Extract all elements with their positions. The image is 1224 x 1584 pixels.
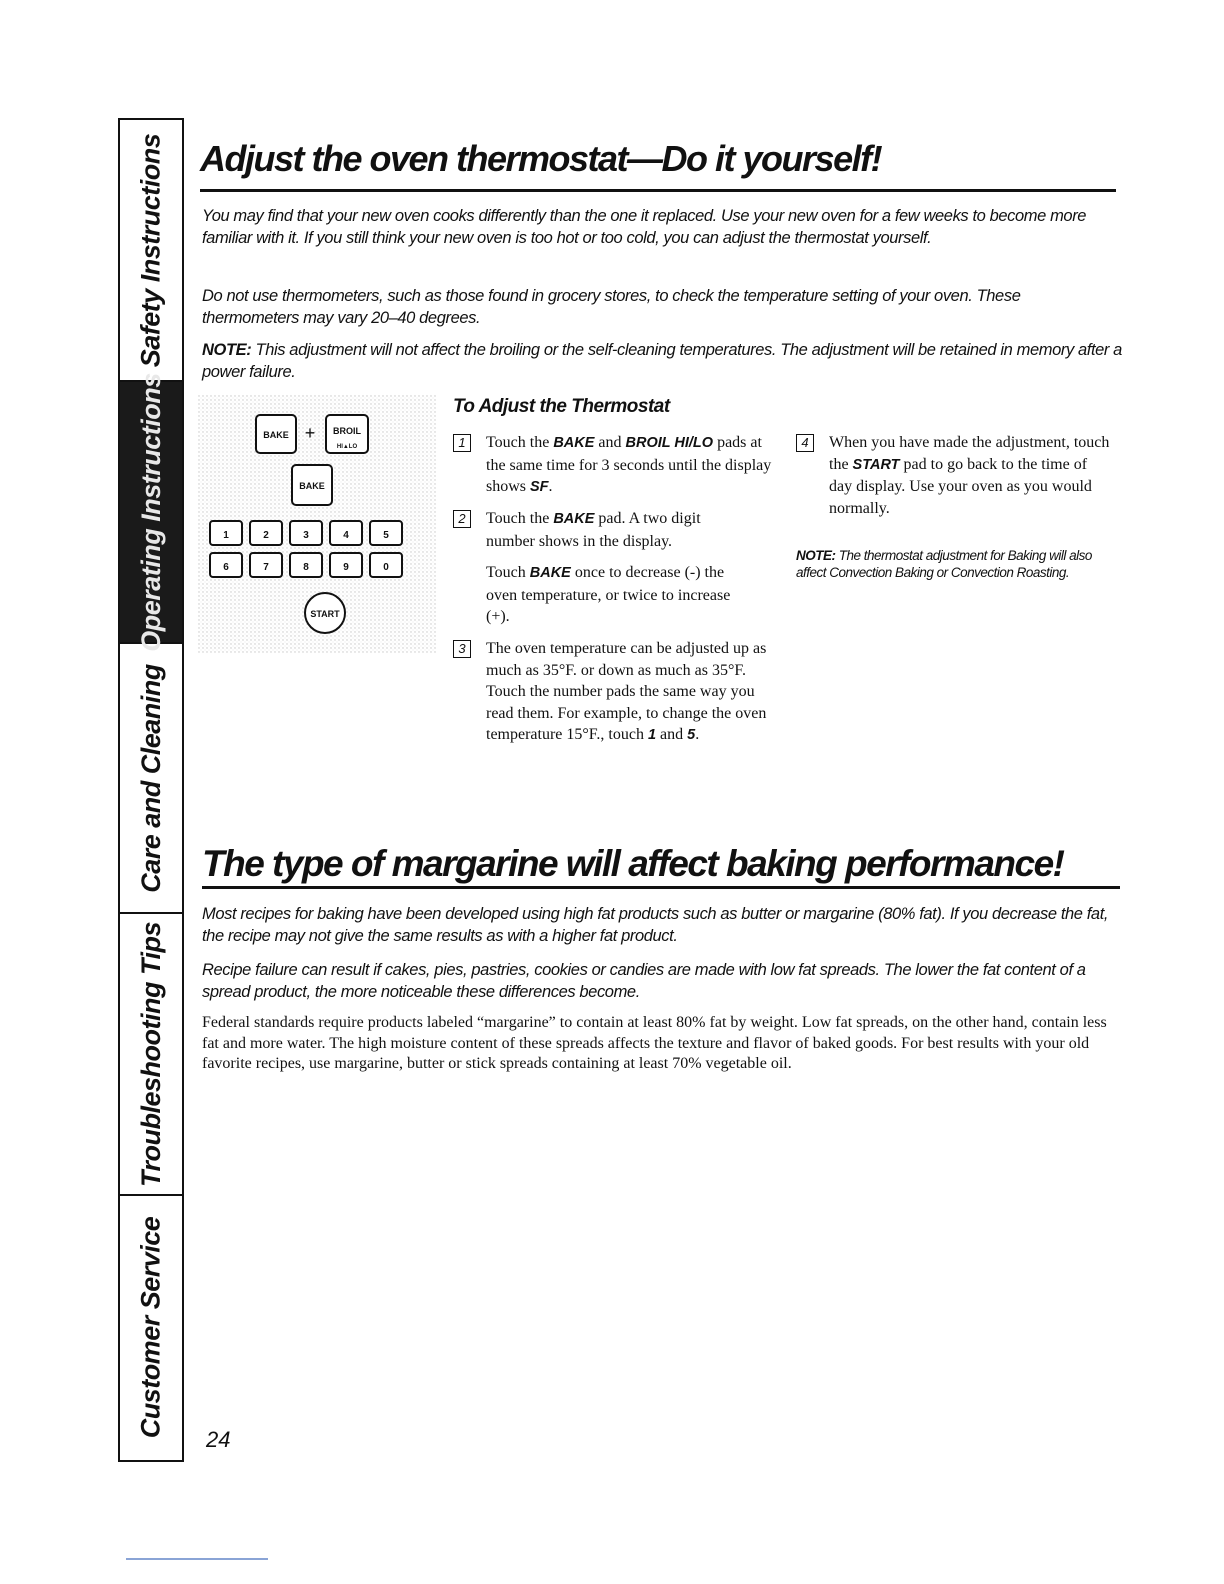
step-text: Touch the BAKE pad. A two digit number shows in the display.: [486, 510, 701, 550]
plus-sign: +: [304, 423, 316, 443]
note-label: NOTE:: [796, 548, 836, 563]
subhead-to-adjust-thermostat: To Adjust the Thermostat: [453, 396, 670, 417]
svg-text:3: 3: [303, 530, 309, 541]
step-text: When you have made the adjustment, touch the START pad to go back to the time of day display. Use your oven as you would normally.: [829, 434, 1110, 517]
side-tab-operating-instructions[interactable]: [120, 372, 182, 652]
bake-key-second: [292, 465, 332, 505]
digit-key: [330, 553, 362, 577]
section-title-margarine: The type of margarine will affect baking performance!: [202, 843, 1064, 884]
digit-key: [250, 521, 282, 545]
svg-text:7: 7: [263, 562, 269, 573]
digit-key: [290, 553, 322, 577]
side-tab-troubleshooting-tips[interactable]: [120, 914, 182, 1196]
svg-text:5: 5: [383, 530, 389, 541]
digit-key: [210, 553, 242, 577]
footer-line: [126, 1558, 268, 1560]
margarine-paragraph-2: Recipe failure can result if cakes, pies, pastries, cookies or candies are made with low fat spreads. The lower the fat content of a spread product, the more noticeable these differences become.: [202, 961, 1086, 1001]
svg-text:1: 1: [223, 530, 229, 541]
control-panel-illustration: [198, 395, 436, 653]
side-tab-label: Care and Cleaning: [135, 663, 166, 893]
digit-key: [210, 521, 242, 545]
svg-text:2: 2: [263, 530, 269, 541]
digit-key: [290, 521, 322, 545]
svg-text:0: 0: [383, 562, 389, 573]
margarine-paragraph-1: Most recipes for baking have been developed using high fat products such as butter or margarine (80% fat). If you decrease the fat, the recipe may not give the same results as with a higher fat product.: [202, 905, 1109, 945]
digit-key: [370, 553, 402, 577]
step-number: 4: [796, 434, 814, 452]
page-number: 24: [206, 1427, 231, 1452]
step-number: 3: [453, 640, 471, 658]
section-title-thermostat: Adjust the oven thermostat—Do it yourself!: [200, 138, 882, 179]
side-tab-care-and-cleaning[interactable]: [120, 644, 182, 914]
side-tab-label: Operating Instructions: [135, 372, 166, 652]
start-key-label: START: [310, 609, 340, 619]
convection-note: [796, 547, 1116, 581]
svg-text:8: 8: [303, 562, 309, 573]
side-tab-label: Troubleshooting Tips: [135, 921, 166, 1187]
title-rule: [200, 189, 1116, 192]
title-rule: [202, 886, 1120, 889]
note-label: NOTE:: [202, 341, 252, 359]
side-tab-customer-service[interactable]: [120, 1196, 182, 1458]
note-text: This adjustment will not affect the broiling or the self-cleaning temperatures. The adjustment will be retained in memory after a power failure.: [202, 341, 1122, 381]
svg-text:4: 4: [343, 530, 349, 541]
side-navigation: [118, 118, 184, 1462]
broil-key-label: BROIL: [333, 426, 361, 436]
bake-key-second-label: BAKE: [299, 481, 325, 491]
step-number: 2: [453, 510, 471, 528]
start-key: [305, 593, 345, 633]
step-text: Touch the BAKE and BROIL HI/LO pads at the same time for 3 seconds until the display shows SF.: [486, 434, 772, 495]
step-2-detail: Touch BAKE once to decrease (-) the oven temperature, or twice to increase (+).: [486, 564, 731, 625]
bake-key-label: BAKE: [263, 430, 289, 440]
note-text: The thermostat adjustment for Baking will also affect Convection Baking or Convection Roasting.: [796, 548, 1092, 580]
svg-text:6: 6: [223, 562, 229, 573]
side-tab-label: Customer Service: [135, 1216, 166, 1438]
digit-key: [330, 521, 362, 545]
note-paragraph: [202, 339, 1122, 383]
hilo-label: HI▲LO: [336, 444, 358, 450]
side-tab-safety-instructions[interactable]: [120, 120, 182, 382]
bake-key: [256, 415, 296, 453]
margarine-paragraph-3: Federal standards require products labeled “margarine” to contain at least 80% fat by weight. Low fat spreads, on the other hand, contain less fat and more water. The high moisture content of these spreads affects the texture and flavor of baked goods. For best results with your old favorite recipes, use margarine, butter or stick spreads containing at least 70% vegetable oil.: [202, 1014, 1107, 1072]
step-number: 1: [453, 434, 471, 452]
digit-key: [370, 521, 402, 545]
intro-paragraph: You may find that your new oven cooks differently than the one it replaced. Use your new oven for a few weeks to become more familiar with it. If you still think your new oven is too hot or too cold, you can adjust the thermostat yourself.: [202, 207, 1087, 247]
broil-key: [326, 415, 368, 453]
step-text: The oven temperature can be adjusted up as much as 35°F. or down as much as 35°F. Touch the number pads the same way you read them. For example, to change the oven temperature 15°F., touch 1 and 5.: [486, 640, 767, 743]
thermometer-warning: Do not use thermometers, such as those found in grocery stores, to check the temperature setting of your oven. These thermometers may vary 20–40 degrees.: [202, 287, 1021, 327]
side-tab-label: Safety Instructions: [135, 133, 166, 367]
svg-text:9: 9: [343, 562, 349, 573]
digit-key: [250, 553, 282, 577]
